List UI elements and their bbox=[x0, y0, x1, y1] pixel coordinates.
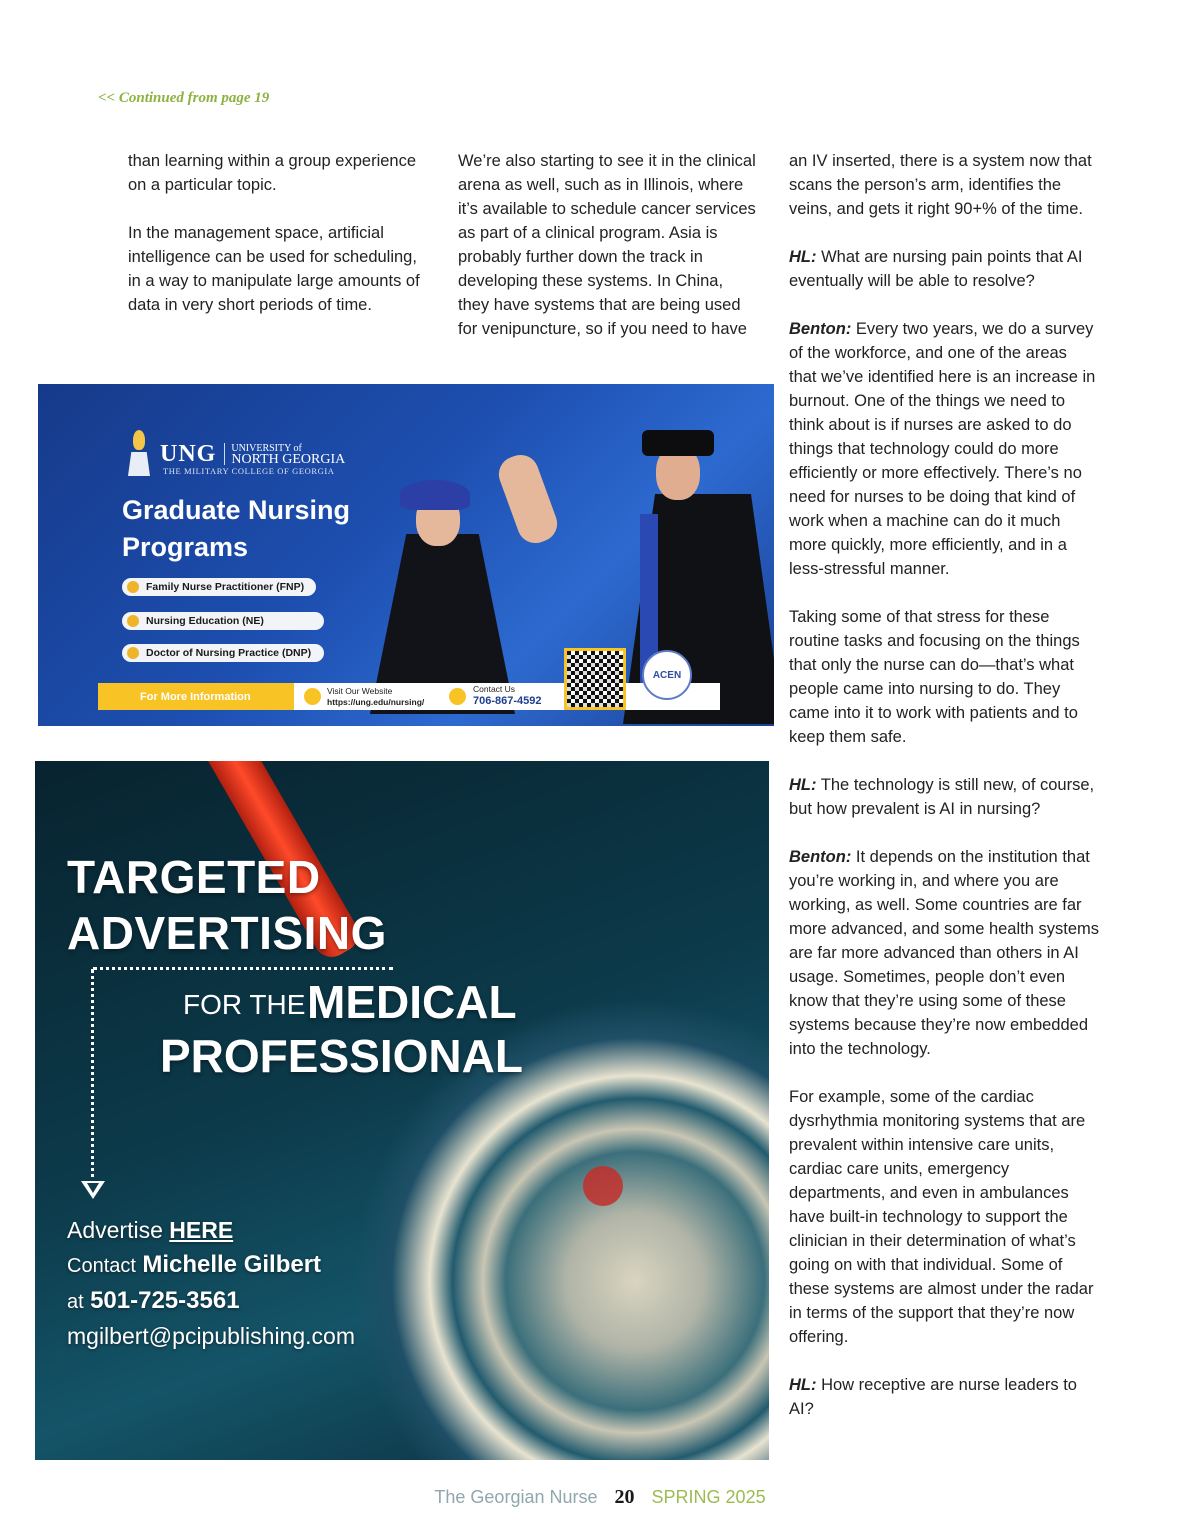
speaker-label: HL: bbox=[789, 1376, 817, 1394]
bullet-icon bbox=[127, 615, 139, 627]
dotted-line-vertical bbox=[91, 969, 94, 1185]
speaker-label: HL: bbox=[789, 776, 817, 794]
continued-from-label: << Continued from page 19 bbox=[98, 90, 270, 106]
dotted-line-horizontal bbox=[93, 967, 393, 970]
university-name-line2: NORTH GEORGIA bbox=[231, 452, 346, 467]
program-pill-ne bbox=[122, 612, 324, 630]
contact-label: Contact bbox=[67, 1255, 136, 1277]
graduate-cap-right bbox=[642, 430, 714, 456]
phone-icon bbox=[449, 688, 466, 705]
more-info-label: For More Information bbox=[98, 683, 294, 710]
page-number: 20 bbox=[614, 1486, 635, 1508]
question-text: What are nursing pain points that AI eventually will be able to resolve? bbox=[789, 248, 1083, 290]
answer-text: It depends on the institution that you’re working in, and where you are working, as well. Some countries are far more advanced, and some health systems are far more advanced than others in AI usage. Sometimes, people don’t even know that they’re using some of these systems because they’re now embedded into the technology. bbox=[789, 848, 1099, 1058]
university-name-line1: UNIVERSITY of bbox=[231, 443, 302, 454]
for-the-label: FOR THE bbox=[183, 989, 306, 1020]
program-pill-fnp bbox=[122, 578, 316, 596]
ad-title: Graduate Nursing Programs bbox=[122, 495, 351, 562]
ung-tagline: THE MILITARY COLLEGE OF GEORGIA bbox=[163, 466, 335, 476]
article-column-1 bbox=[128, 149, 428, 341]
ad-headline bbox=[67, 849, 387, 961]
program-label: Nursing Education (NE) bbox=[146, 615, 264, 627]
article-column-2 bbox=[458, 149, 758, 365]
contact-label: Contact Us bbox=[473, 684, 516, 694]
advertise-line bbox=[67, 1213, 355, 1247]
bullet-icon bbox=[127, 647, 139, 659]
university-name bbox=[224, 443, 345, 465]
contact-email[interactable]: mgilbert@pcipublishing.com bbox=[67, 1323, 355, 1349]
page-footer bbox=[0, 1486, 1200, 1509]
program-label: Doctor of Nursing Practice (DNP) bbox=[146, 647, 312, 659]
speaker-label: Benton: bbox=[789, 848, 852, 866]
program-label: Family Nurse Practitioner (FNP) bbox=[146, 581, 305, 593]
question-text: How receptive are nurse leaders to AI? bbox=[789, 1376, 1077, 1418]
headline-line2: ADVERTISING bbox=[67, 907, 387, 959]
issue-season: SPRING 2025 bbox=[651, 1487, 766, 1507]
arrow-down-icon bbox=[81, 1181, 105, 1199]
acen-badge: ACEN bbox=[642, 650, 692, 700]
targeted-advertising-ad[interactable] bbox=[35, 761, 769, 1460]
answer-paragraph bbox=[789, 317, 1099, 581]
question-paragraph bbox=[789, 245, 1099, 293]
publication-name: The Georgian Nurse bbox=[434, 1487, 598, 1507]
question-text: The technology is still new, of course, but how prevalent is AI in nursing? bbox=[789, 776, 1095, 818]
question-paragraph bbox=[789, 773, 1099, 821]
paragraph: For example, some of the cardiac dysrhythmia monitoring systems that are prevalent within intensive care units, cardiac care units, emergency departments, and even in ambulances have built-in technology to support the clinician in their determination of what’s going on with that individual. Some of these systems are almost under the radar in terms of the support that they’re now offering. bbox=[789, 1088, 1094, 1346]
speaker-label: Benton: bbox=[789, 320, 852, 338]
paragraph: an IV inserted, there is a system now that scans the person’s arm, identifies the veins, and gets it right 90+% of the time. bbox=[789, 152, 1092, 218]
phone-line bbox=[67, 1283, 355, 1319]
advertise-label: Advertise bbox=[67, 1217, 163, 1243]
paragraph: than learning within a group experience on a particular topic. bbox=[128, 152, 417, 194]
contact-line bbox=[67, 1247, 355, 1283]
globe-icon bbox=[304, 688, 321, 705]
contact-phone[interactable]: 706-867-4592 bbox=[473, 695, 542, 707]
bullet-icon bbox=[127, 581, 139, 593]
contact-name: Michelle Gilbert bbox=[142, 1251, 322, 1278]
ad-contact-block bbox=[67, 1213, 355, 1353]
program-pill-dnp bbox=[122, 644, 324, 662]
paragraph: Taking some of that stress for these routine tasks and focusing on the things that only the nurse can do—that’s what people came into nursing to do. They came into it to work with patients and to keep them safe. bbox=[789, 608, 1080, 746]
contact-bar bbox=[98, 683, 720, 710]
raised-arms bbox=[494, 450, 562, 548]
graduate-cap-left bbox=[400, 480, 470, 510]
answer-text: Every two years, we do a survey of the workforce, and one of the areas that we’ve identified here is an increase in burnout. One of the things we need to think about is if nurses are asked to do things that technology could do more efficiently or more effectively. There’s no need for nurses to be doing that kind of work when a machine can do it much more quickly, more efficiently, and in a less-stressful manner. bbox=[789, 320, 1096, 578]
speaker-label: HL: bbox=[789, 248, 817, 266]
contact-phone[interactable]: 501-725-3561 bbox=[90, 1287, 240, 1314]
qr-code-icon[interactable] bbox=[564, 648, 626, 710]
article-column-3 bbox=[789, 149, 1099, 1445]
at-label: at bbox=[67, 1291, 84, 1313]
medical-label: MEDICAL bbox=[307, 976, 517, 1028]
advertise-here-link[interactable]: HERE bbox=[169, 1217, 234, 1243]
torch-icon bbox=[126, 430, 152, 478]
answer-paragraph bbox=[789, 845, 1099, 1061]
ung-wordmark: UNG bbox=[160, 440, 217, 467]
paragraph: We’re also starting to see it in the clinical arena as well, such as in Illinois, where it’s available to schedule cancer services as part of a clinical program. Asia is probably further down the track in developing these systems. In China, they have systems that are being used for venipuncture, so if you need to have bbox=[458, 152, 756, 338]
bullseye-image bbox=[583, 1166, 623, 1206]
professional-label: PROFESSIONAL bbox=[160, 1030, 523, 1082]
headline-line1: TARGETED bbox=[67, 851, 321, 903]
visit-label: Visit Our Website bbox=[327, 686, 393, 696]
ung-nursing-ad[interactable] bbox=[38, 384, 774, 726]
website-link[interactable]: https://ung.edu/nursing/ bbox=[327, 697, 425, 707]
paragraph: In the management space, artificial intelligence can be used for scheduling, in a way to manipulate large amounts of data in very short periods of time. bbox=[128, 224, 420, 314]
question-paragraph bbox=[789, 1373, 1099, 1421]
